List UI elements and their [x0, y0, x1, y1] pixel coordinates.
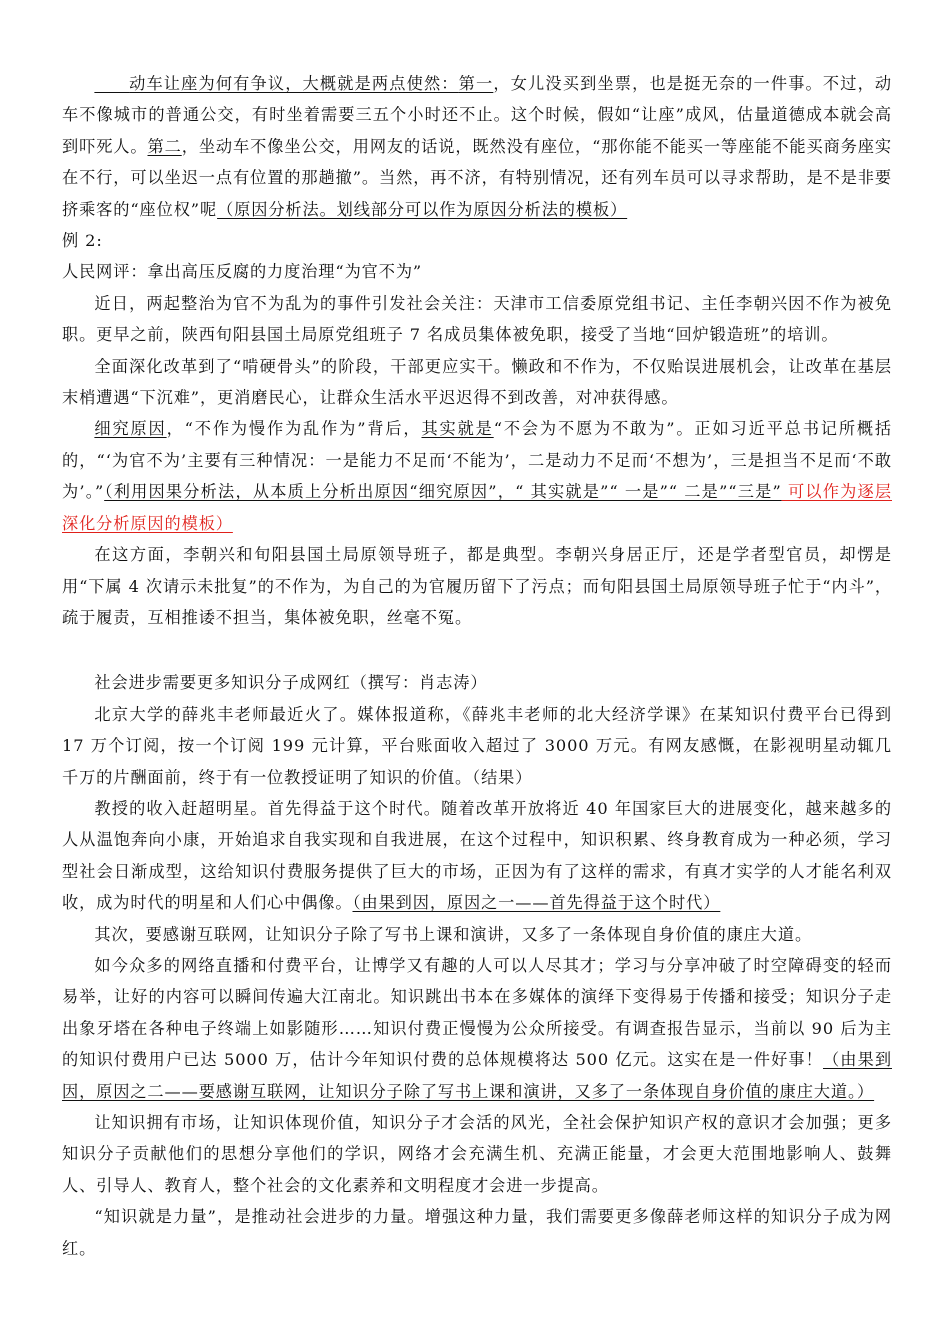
- paragraph: [62, 793, 892, 919]
- text-run: “不会为不愿为不敢为”。正如习近平总书记所概括的，“‘为官不为’主要有三种情况：一是能力不足而‘不能为’，二是动力不足而‘不想为’，三是担当不足而‘不敢为’。”: [62, 419, 892, 502]
- paragraph-cause-analysis: [62, 413, 892, 539]
- paragraph: [62, 950, 892, 1107]
- article-title: 人民网评：拿出高压反腐的力度治理“为官不为”: [62, 262, 423, 282]
- example-label: 例 2:: [62, 231, 103, 251]
- spacer: [62, 633, 892, 667]
- underlined-phrase: 动车让座为何有争议，大概就是两点使然：: [129, 74, 459, 93]
- paragraph-high-speed-rail-seat: [62, 68, 892, 225]
- annotation-note: （由果到因，原因之一——首先得益于这个时代）: [352, 893, 721, 913]
- text-run: ，女儿没买到坐票，也是挺无奈的一件事。不过，动车不像城市的普通公交，有时坐着需要三五个小时还不止。这个时候，假如“让座”成风，估量道德成本就会高到吓死人。: [62, 74, 892, 156]
- paragraph: 其次，要感谢互联网，让知识分子除了写书上课和演讲，又多了一条体现自身价值的康庄大道。: [94, 924, 813, 944]
- annotation-note-red: 可以作为逐层深化分析原因的模板）: [62, 482, 892, 533]
- annotation-note: （利用因果分析法，从本质上分析出原因“细究原因”，“ 其实就是”“ 一是”“ 二是”“三是”: [104, 482, 782, 502]
- underlined-blank: [94, 74, 129, 93]
- underlined-first: 第一: [458, 74, 494, 93]
- underlined-phrase: 其实就是: [421, 419, 494, 439]
- underlined-second: 第二: [147, 136, 182, 156]
- annotation-note: （原因分析法。划线部分可以作为原因分析法的模板）: [217, 199, 628, 219]
- paragraph: 全面深化改革到了“啃硬骨头”的阶段，干部更应实干。懒政和不作为，不仅贻误进展机会，让改革在基层末梢遭遇“下沉难”，更消磨民心，让群众生活水平迟迟得不到改善，对冲获得感。: [62, 356, 892, 408]
- paragraph: 在这方面，李朝兴和旬阳县国土局原领导班子，都是典型。李朝兴身居正厅，还是学者型官员，却愣是用“下属 4 次请示未批复”的不作为，为自己的为官履历留下了污点；而旬阳县国土局原领导班子忙于“内斗”，疏于履责，互相推诿不担当，集体被免职，丝毫不冤。: [62, 545, 892, 627]
- paragraph: 近日，两起整治为官不为乱为的事件引发社会关注：天津市工信委原党组书记、主任李朝兴因不作为被免职。更早之前，陕西旬阳县国土局原党组班子 7 名成员集体被免职，接受了当地“回炉锻造班”的培训。: [62, 293, 892, 345]
- paragraph: 北京大学的薛兆丰老师最近火了。媒体报道称，《薛兆丰老师的北大经济学课》在某知识付费平台已得到 17 万个订阅，按一个订阅 199 元计算，平台账面收入超过了 3000 万元。有网友感慨，在影视明星动辄几千万的片酬面前，终于有一位教授证明了知识的价值。（结果）: [62, 704, 892, 787]
- paragraph: “知识就是力量”，是推动社会进步的力量。增强这种力量，我们需要更多像薛老师这样的知识分子成为网红。: [62, 1207, 892, 1258]
- article-title: 社会进步需要更多知识分子成网红（撰写：肖志涛）: [94, 673, 488, 693]
- text-run: ，坐动车不像坐公交，用网友的话说，既然没有座位，“那你能不能买一等座能不能买商务座实在不行，可以坐迟一点有位置的那趟撤”。当然，再不济，有特别情况，还有列车员可以寻求帮助，是不是非要挤乘客的“座位权”呢: [62, 136, 892, 219]
- text-run: ，“不作为慢作为乱作为”背后，: [166, 419, 422, 439]
- text-run: 教授的收入赶超明星。首先得益于这个时代。随着改革开放将近 40 年国家巨大的进展变化，越来越多的人从温饱奔向小康，开始追求自我实现和自我进展，在这个过程中，知识积累、终身教育成为一种必须，学习型社会日渐成型，这给知识付费服务提供了巨大的市场，正因为有了这样的需求，有真才实学的人才能名利双收，成为时代的明星和人们心中偶像。: [62, 798, 892, 913]
- annotation-note: （由果到因，原因之二——要感谢互联网，让知识分子除了写书上课和演讲，又多了一条体现自身价值的康庄大道。）: [62, 1050, 892, 1101]
- underlined-phrase: 细究原因: [94, 419, 167, 439]
- paragraph: 让知识拥有市场，让知识体现价值，知识分子才会活的风光，全社会保护知识产权的意识才会加强；更多知识分子贡献他们的思想分享他们的学识，网络才会充满生机、充满正能量，才会更大范围地影响人、鼓舞人、引导人、教育人，整个社会的文化素养和文明程度才会进一步提高。: [62, 1113, 892, 1195]
- text-run: 如今众多的网络直播和付费平台，让博学又有趣的人可以人尽其才；学习与分享冲破了时空障碍变的轻而易举，让好的内容可以瞬间传遍大江南北。知识跳出书本在多媒体的演绎下变得易于传播和接受；知识分子走出象牙塔在各种电子终端上如影随形……知识付费正慢慢为公众所接受。有调查报告显示，当前以 90 后为主的知识付费用户已达 5000 万，估计今年知识付费的总体规模将达 500 亿元。这实在是一件好事！: [62, 955, 892, 1070]
